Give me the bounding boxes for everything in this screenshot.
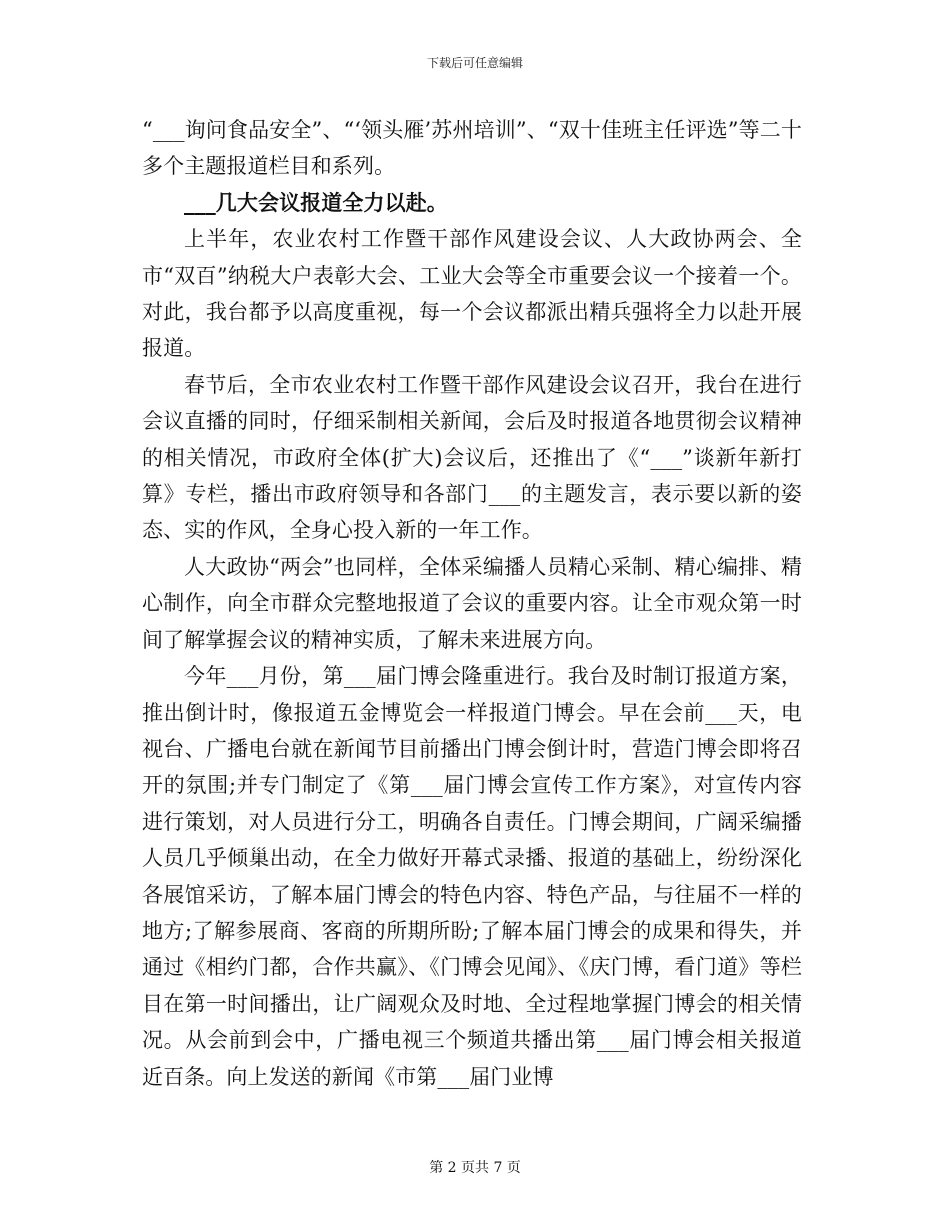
paragraph-continuation: “___询问食品安全”、“‘领头雁’苏州培训”、“双十佳班主任评选”等二十多个主题报道栏目和系列。 [142,118,802,179]
section-heading: ___几大会议报道全力以赴。 [184,189,448,215]
page-footer: 第 2 页共 7 页 [429,1160,521,1176]
page-header: 下载后可任意编辑 [426,56,523,70]
paragraph: 今年___月份，第___届门博会隆重进行。我台及时制订报道方案，推出倒计时，像报道五金博览会一样报道门博会。早在会前___天，电视台、广播电台就在新闻节目前播出门博会倒计时，营造门博会即将召开的氛围;并专门制定了《第___届门博会宣传工作方案》，对宣传内容进行策划，对人员进行分工，明确各自责任。门博会期间，广阔采编播人员几乎倾巢出动，在全力做好开幕式录播、报道的基础上，纷纷深化各展馆采访，了解本届门博会的特色内容、特色产品，与往届不一样的地方;了解参展商、客商的所期所盼;了解本届门博会的成果和得失，并通过《相约门都，合作共赢》、《门博会见闻》、《庆门博，看门道》等栏目在第一时间播出，让广阔观众及时地、全过程地掌握门博会的相关情况。从会前到会中，广播电视三个频道共播出第___届门博会相关报道近百条。向上发送的新闻《市第___届门业博 [142,664,802,1089]
paragraph: 人大政协“两会”也同样，全体采编播人员精心采制、精心编排、精心制作，向全市群众完整地报道了会议的重要内容。让全市观众第一时间了解掌握会议的精神实质，了解未来进展方向。 [142,554,802,652]
paragraph: 春节后，全市农业农村工作暨干部作风建设会议召开，我台在进行会议直播的同时，仔细采制相关新闻，会后及时报道各地贯彻会议精神的相关情况，市政府全体(扩大)会议后，还推出了《“___”谈新年新打算》专栏，播出市政府领导和各部门___的主题发言，表示要以新的姿态、实的作风，全身心投入新的一年工作。 [142,372,802,543]
document-body [142,112,802,1095]
paragraph: 上半年，农业农村工作暨干部作风建设会议、人大政协两会、全市“双百”纳税大户表彰大会、工业大会等全市重要会议一个接着一个。对此，我台都予以高度重视，每一个会议都派出精兵强将全力以赴开展报道。 [142,227,802,361]
